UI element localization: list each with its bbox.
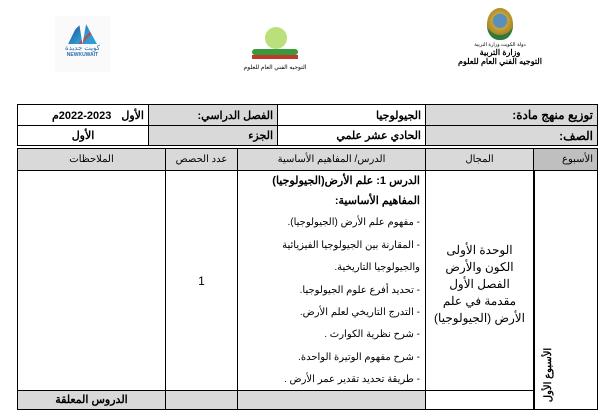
header-domain: المجال (425, 148, 534, 171)
concept-item: - طريقة تحديد تقدير عمر الأرض . (283, 374, 420, 386)
week-value: الأسبوع الأول (543, 347, 554, 403)
subject-label: توزيع منهج مادة: (425, 104, 598, 126)
domain-line: مقدمة في علم (442, 294, 517, 308)
pending-lessons-label: الدروس المعلقة (17, 390, 166, 410)
concept-item: - شرح مفهوم الوتيرة الواحدة. (298, 351, 420, 363)
ministry-line2: التوجيه الفني العام للعلوم (458, 57, 542, 66)
ministry-logo (450, 8, 550, 83)
pending-domain-cell (425, 390, 534, 410)
concept-item: - مفهوم علم الأرض (الجيولوجيا). (287, 217, 420, 229)
header-notes: الملاحظات (17, 148, 166, 171)
grade-value: الحادي عشر علمي (277, 125, 426, 146)
sailboat-icon (65, 22, 101, 44)
new-kuwait-latin: NEWKUWAIT (66, 52, 99, 58)
lesson-content (237, 170, 425, 390)
domain-line: الكون والأرض (445, 260, 514, 274)
notes-cell (17, 170, 166, 391)
supervision-logo (240, 25, 310, 80)
new-kuwait-logo (55, 16, 110, 72)
domain-line: الوحدة الأولى (446, 243, 513, 257)
concept-item: - شرح نظرية الكوارث . (324, 329, 420, 341)
domain-line: الفصل الأول (449, 277, 510, 291)
kuwait-emblem-icon (487, 8, 513, 40)
header-periods: عدد الحصص (165, 148, 238, 171)
concept-item: - المقارنة بين الجيولوجيا الفيزيائية (282, 239, 420, 251)
semester-label: الفصل الدراسي: (148, 104, 278, 126)
grade-label: الصف: (425, 125, 598, 146)
new-kuwait-arabic: كويت جديدة (64, 45, 100, 52)
header-lesson: الدرس/ المفاهيم الأساسية (237, 148, 426, 171)
ministry-small-text: دولة الكويت وزارة التربية (474, 42, 526, 48)
part-value: الأول (17, 125, 149, 146)
header-week: الأسبوع (533, 148, 598, 171)
subject-value: الجيولوجيا (277, 104, 426, 126)
concepts-title: المفاهيم الأساسية: (334, 195, 420, 207)
semester-name: الأول (121, 109, 144, 122)
concept-item: والجيولوجيا التاريخية. (334, 262, 420, 274)
pending-lesson-cell (237, 390, 426, 410)
ministry-line1: وزارة التربية (479, 48, 521, 57)
pending-periods-cell (165, 390, 238, 410)
domain-line: الأرض (الجيولوجيا) (434, 311, 525, 325)
supervision-caption: التوجيه الفني العام للعلوم (243, 65, 307, 71)
part-label: الجزء (148, 125, 278, 146)
lesson-title: الدرس 1: علم الأرض(الجيولوجيا) (272, 175, 420, 187)
periods-cell: 1 (165, 170, 238, 391)
semester-value (17, 104, 149, 126)
concept-item: - تحديد أفرع علوم الجيولوجيا. (299, 284, 420, 296)
atom-book-icon (250, 25, 300, 60)
domain-cell (425, 170, 534, 391)
school-year: 2022-2023م (51, 109, 112, 122)
concept-item: - التدرج التاريخي لعلم الأرض. (299, 307, 420, 319)
